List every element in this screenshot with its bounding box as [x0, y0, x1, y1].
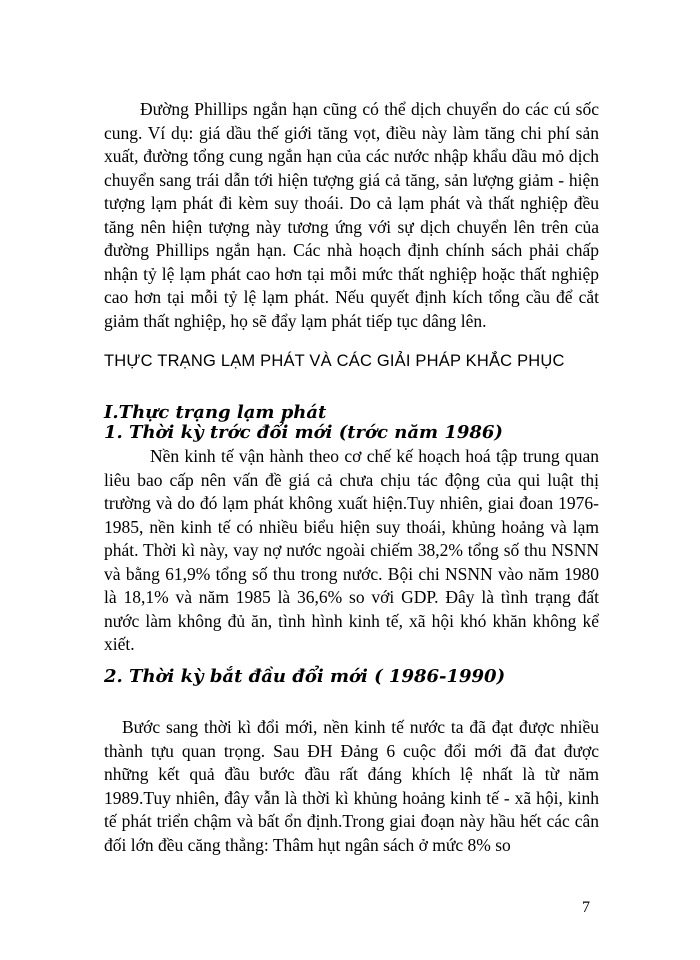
subheading-early-reform-period: 2. Thời kỳ bắt đầu đổi mới ( 1986-1990) — [104, 666, 506, 687]
paragraph-phillips-curve: Đường Phillips ngắn hạn cũng có thể dịch chuyển do các cú sốc cung. Ví dụ: giá dầu thế giới tăng vọt, điều này làm tăng chi phí sản xuất, đường tổng cung ngắn hạn của các nước nhập khẩu dầu mỏ dịch chuyển sang trái dẫn tới hiện tượng giá cả tăng, sản lượng giảm - hiện tượng lạm phát đi kèm suy thoái. Do cả lạm phát và thất nghiệp đều tăng nên hiện tượng này tương ứng với sự dịch chuyển lên trên của đường Phillips ngắn hạn. Các nhà hoạch định chính sách phải chấp nhận tỷ lệ lạm phát cao hơn tại mỗi mức thất nghiệp hoặc thất nghiệp cao hơn tại mỗi tỷ lệ lạm phát. Nếu quyết định kích tổng cầu để cắt giảm thất nghiệp, họ sẽ đẩy lạm phát tiếp tục dâng lên. — [104, 99, 599, 331]
subheading-pre-reform-period: 1. Thời kỳ trớc đổi mới (trớc năm 1986) — [104, 422, 503, 443]
page-number: 7 — [582, 899, 590, 916]
subheading-inflation-status: I.Thực trạng lạm phát — [104, 402, 327, 423]
section-heading: THỰC TRẠNG LẠM PHÁT VÀ CÁC GIẢI PHÁP KHẮC PHỤC — [104, 352, 565, 370]
paragraph-early-reform: Bước sang thời kì đổi mới, nền kinh tế nước ta đã đạt được nhiều thành tựu quan trọng. Sau ĐH Đảng 6 cuộc đổi mới đã đat được những kết quả đầu bước đầu rất đáng khích lệ nhất là từ năm 1989.Tuy nhiên, đây vẫn là thời kì khủng hoảng kinh tế - xã hội, kinh tế phát triển chậm và bất ổn định.Trong giai đoạn này hầu hết các cân đối lớn đều căng thẳng: Thâm hụt ngân sách ở mức 8% so — [104, 717, 599, 855]
paragraph-pre-reform: Nền kinh tế vận hành theo cơ chế kế hoạch hoá tập trung quan liêu bao cấp nên vấn đề giá cả chưa chịu tác động của qui luật thị trường và do đó lạm phát không xuất hiện.Tuy nhiên, giai đoan 1976- 1985, nền kinh tế có nhiều biểu hiện suy thoái, khủng hoảng và lạm phát. Thời kì này, vay nợ nước ngoài chiếm 38,2% tổng số thu NSNN và bằng 61,9% tổng số thu trong nước. Bội chi NSNN vào năm 1980 là 18,1% và năm 1985 là 36,6% so với GDP. Đây là tình trạng đất nước làm không đủ ăn, tình hình kinh tế, xã hội khó khăn không kể xiết. — [104, 446, 599, 654]
